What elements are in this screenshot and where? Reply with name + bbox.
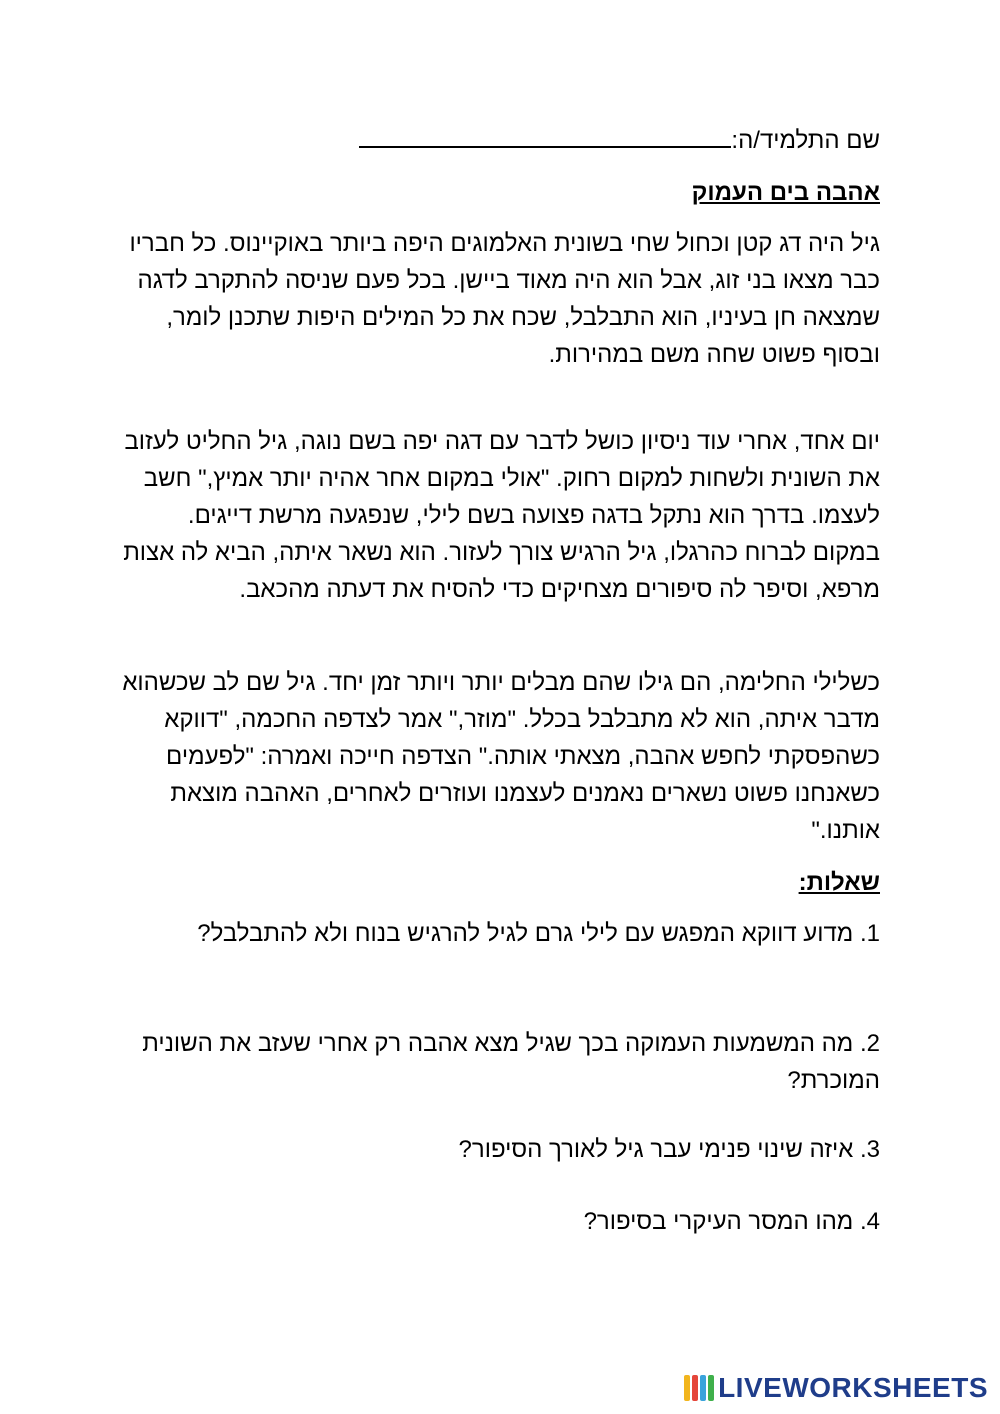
question-3 [120, 1131, 880, 1168]
question-text: מדוע דווקא המפגש עם לילי גרם לגיל להרגיש בנוח ולא להתבלבל? [197, 920, 854, 947]
question-number: 4. [859, 1208, 880, 1235]
questions-heading: שאלות: [798, 869, 880, 896]
question-text: איזה שינוי פנימי עבר גיל לאורך הסיפור? [458, 1136, 854, 1163]
question-4 [120, 1203, 880, 1240]
student-name-blank-line[interactable] [359, 122, 731, 148]
student-name-label: שם התלמיד/ה: [731, 127, 880, 154]
logo-bar [708, 1375, 714, 1401]
question-number: 3. [859, 1136, 880, 1163]
student-name-row [359, 122, 880, 159]
question-number: 1. [859, 920, 880, 947]
logo-bar [700, 1375, 706, 1401]
story-paragraph-1: גיל היה דג קטן וכחול שחי בשונית האלמוגים היפה ביותר באוקיינוס. כל חבריו כבר מצאו בני זוג, אבל הוא היה מאוד ביישן. בכל פעם שניסה להתקרב לדגה שמצאה חן בעיניו, הוא התבלבל, שכח את כל המילים היפות שתכנן לומר, ובסוף פשוט שחה משם במהירות. [129, 230, 880, 368]
liveworksheets-brand [684, 1373, 988, 1403]
brand-name: LIVEWORKSHEETS [718, 1372, 988, 1403]
question-1 [120, 915, 880, 952]
question-2 [120, 1025, 880, 1099]
question-text: מהו המסר העיקרי בסיפור? [583, 1208, 854, 1235]
story-title: אהבה בים העמוק [691, 179, 880, 206]
question-number: 2. [859, 1030, 880, 1057]
question-text: מה המשמעות העמוקה בכך שגיל מצא אהבה רק אחרי שעזב את השונית המוכרת? [142, 1030, 880, 1094]
story-paragraph-2: יום אחד, אחרי עוד ניסיון כושל לדבר עם דגה יפה בשם נוגה, גיל החליט לעזוב את השונית ולשחות למקום רחוק. "אולי במקום אחר אהיה יותר אמיץ," חשב לעצמו. בדרך הוא נתקל בדגה פצועה בשם לילי, שנפגעה מרשת דייגים. במקום לברוח כהרגלו, גיל הרגיש צורך לעזור. הוא נשאר איתה, הביא לה אצות מרפא, וסיפר לה סיפורים מצחיקים כדי להסיח את דעתה מהכאב. [123, 428, 880, 603]
logo-bar [684, 1375, 690, 1401]
logo-bar [692, 1375, 698, 1401]
story-paragraph-3: כשלילי החלימה, הם גילו שהם מבלים יותר ויותר זמן יחד. גיל שם לב שכשהוא מדבר איתה, הוא לא מתבלבל בכלל. "מוזר," אמר לצדפה החכמה, "דווקא כשהפסקתי לחפש אהבה, מצאתי אותה." הצדפה חייכה ואמרה: "לפעמים כשאנחנו פשוט נשארים נאמנים לעצמנו ועוזרים לאחרים, האהבה מוצאת אותנו." [122, 669, 880, 844]
liveworksheets-logo-icon [684, 1375, 714, 1401]
